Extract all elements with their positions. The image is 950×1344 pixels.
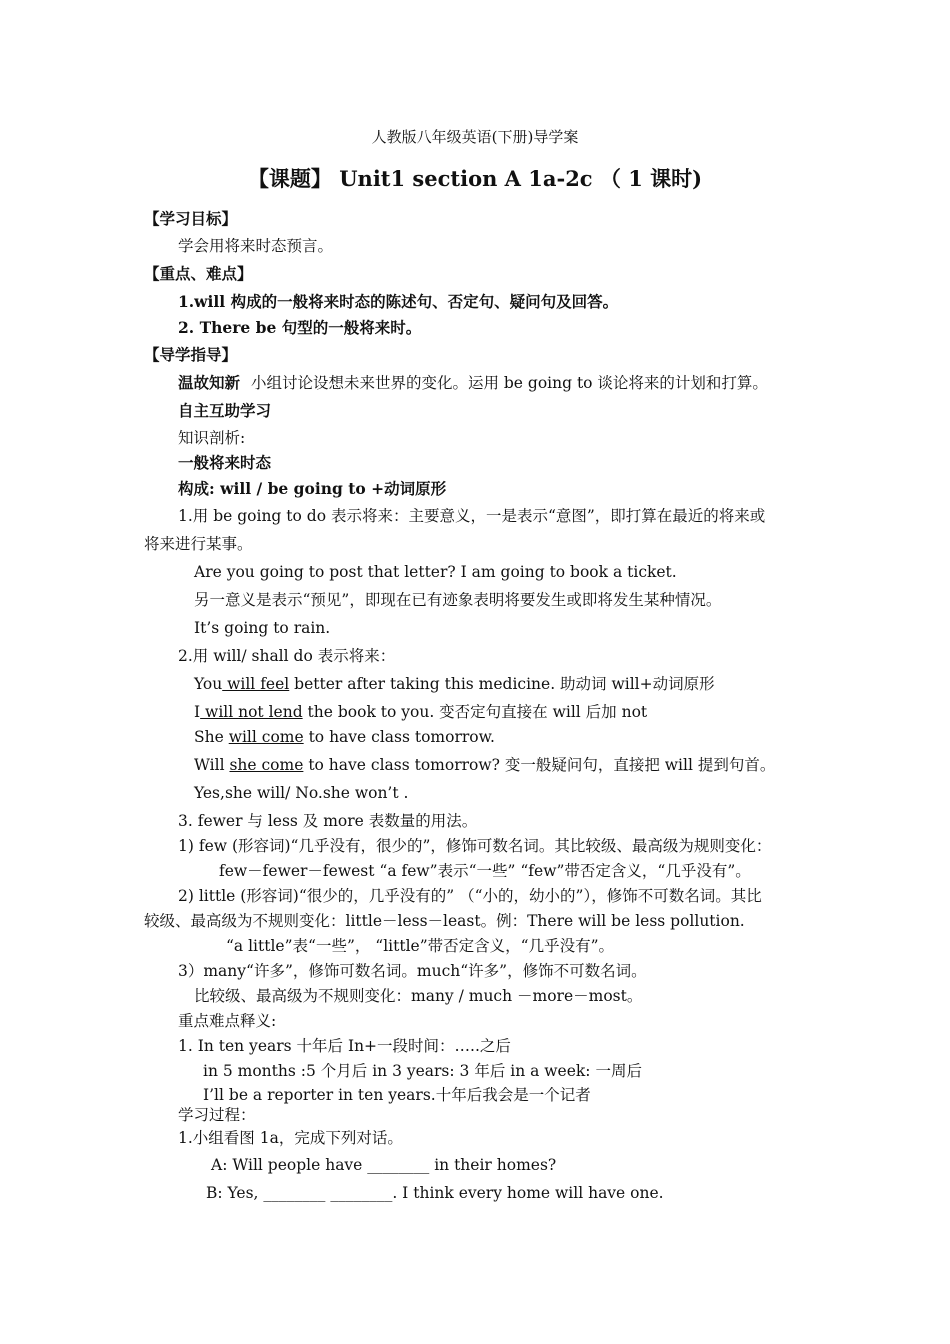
document-header: 人教版八年级英语(下册)导学案: [371, 128, 579, 146]
key-point-phrase-3: I’ll be a reporter in ten years.十年后我会是一个记者: [203, 1086, 591, 1104]
goals-heading: 【学习目标】: [144, 209, 238, 228]
process-heading: 学习过程：: [178, 1106, 256, 1124]
point-3-little: 2) little (形容词)“很少的，几乎没有的” （“小的，幼小的”），修饰不可数名词。其比: [178, 887, 762, 905]
point-3-a-little: “a little”表“一些”， “little”带否定含义，“几乎没有”。: [226, 937, 614, 955]
point-1-line-3: 另一意义是表示“预见”，即现在已有迹象表明将要发生或即将发生某种情况。: [194, 591, 722, 609]
point-3-few-forms: few－fewer－fewest “a few”表示“一些” “few”带否定含义，“几乎没有”。: [219, 862, 751, 880]
review-line: [178, 373, 768, 393]
example-6-start: Will: [194, 756, 230, 774]
tense-title: 一般将来时态: [178, 453, 272, 472]
review-text: 小组讨论设想未来世界的变化。运用 be going to 谈论将来的计划和打算。: [250, 374, 768, 392]
key-heading: 【重点、难点】: [144, 264, 253, 283]
key-points-heading: 重点难点释义:: [178, 1012, 277, 1030]
dialogue-a: A: Will people have ________ in their homes?: [211, 1156, 557, 1174]
dialogue-b: B: Yes, ________ ________. I think every home will have one.: [206, 1184, 664, 1202]
key-point-phrase-1: 1. In ten years 十年后 In+一段时间：…..之后: [178, 1037, 511, 1055]
point-3-little-forms: 较级、最高级为不规则变化：little－less－least。例：There will be less pollution.: [144, 912, 745, 930]
example-5: [194, 727, 495, 747]
point-3-few: 1) few (形容词)“几乎没有，很少的”，修饰可数名词。其比较级、最高级为规则变化：: [178, 837, 772, 855]
key-point-1: 1.will 构成的一般将来时态的陈述句、否定句、疑问句及回答。: [178, 292, 619, 311]
point-2-title: 2.用 will/ shall do 表示将来：: [178, 647, 396, 665]
point-1-line-1: 1.用 be going to do 表示将来：主要意义，一是表示“意图”，即打算在最近的将来或: [178, 507, 766, 525]
example-1: Are you going to post that letter? I am going to book a ticket.: [194, 563, 677, 581]
example-6: [194, 755, 775, 775]
example-4-end: the book to you. 变否定句直接在 will 后加 not: [302, 703, 648, 721]
point-3-title: 3. fewer 与 less 及 more 表数量的用法。: [178, 812, 478, 830]
example-6-end: to have class tomorrow? 变一般疑问句，直接把 will 提到句首。: [303, 756, 776, 774]
knowledge-heading: 知识剖析:: [178, 429, 246, 447]
key-point-2: 2. There be 句型的一般将来时。: [178, 318, 422, 337]
key-point-phrase-2: in 5 months :5 个月后 in 3 years: 3 年后 in a week: 一周后: [203, 1062, 642, 1080]
lesson-title: 【课题】 Unit1 section A 1a-2c （ 1 课时): [247, 166, 703, 191]
example-5-start: She: [194, 728, 229, 746]
example-2: It’s going to rain.: [194, 619, 331, 637]
review-label: 温故知新: [178, 373, 241, 392]
example-3-end: better after taking this medicine. 助动词 will+动词原形: [289, 675, 715, 693]
example-5-underlined: will come: [228, 728, 304, 746]
example-3: [194, 674, 715, 694]
point-1-line-2: 将来进行某事。: [144, 535, 253, 553]
process-step-1: 1.小组看图 1a，完成下列对话。: [178, 1129, 403, 1147]
example-3-underlined: will feel: [222, 675, 290, 693]
example-5-end: to have class tomorrow.: [303, 728, 495, 746]
self-study-heading: 自主互助学习: [178, 401, 272, 420]
example-4: [194, 702, 647, 722]
point-3-many-much: 3）many“许多”，修饰可数名词。much“许多”，修饰不可数名词。: [178, 962, 647, 980]
example-4-start: I: [194, 703, 201, 721]
example-6-underlined: she come: [229, 756, 304, 774]
structure-line: 构成: will / be going to +动词原形: [178, 479, 447, 498]
example-4-underlined: will not lend: [200, 703, 303, 721]
goals-text: 学会用将来时态预言。: [178, 237, 334, 255]
point-3-many-forms: 比较级、最高级为不规则变化：many / much －more－most。: [194, 987, 643, 1005]
example-7: Yes,she will/ No.she won’t .: [194, 784, 409, 802]
example-3-start: You: [194, 675, 223, 693]
guide-heading: 【导学指导】: [144, 345, 238, 364]
